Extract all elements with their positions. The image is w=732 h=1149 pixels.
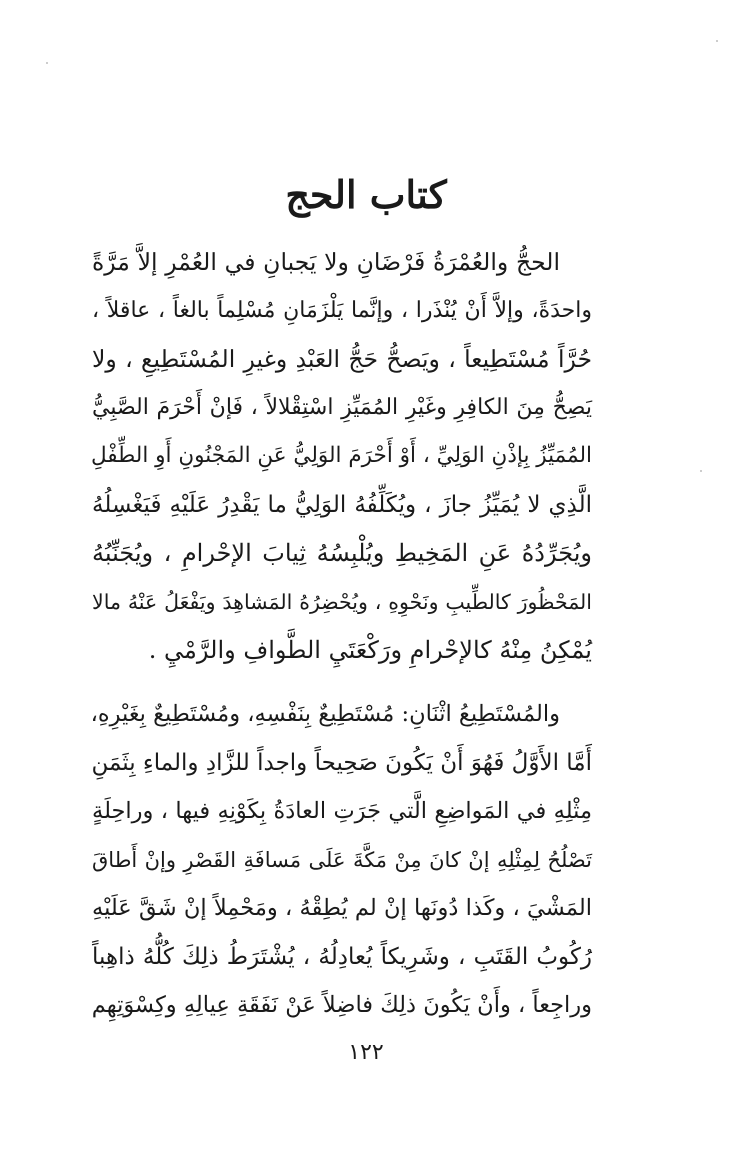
- text-line: المَشْيَ ، وكَذا دُونَها إنْ لم يُطِقْهُ ، ومَحْمِلاً إنْ شَقَّ عَلَيْهِ: [92, 895, 592, 921]
- text-line: وراجِعاً ، وأَنْ يَكُونَ ذلِكَ فاضِلاً عَنْ نَفَقَةِ عِيالِهِ وكِسْوَتِهِم: [91, 992, 592, 1018]
- text-line: حُرَّاً مُسْتَطِيعاً ، ويَصحُّ حَجُّ العَبْدِ وغيرِ المُسْتَطِيعِ ، ولا: [92, 345, 592, 373]
- text-line: الَّذِي لا يُمَيِّزُ جازَ ، ويُكَلِّفُهُ الوَلِيُّ ما يَقْدِرُ عَلَيْهِ فَيَغْسِلُهُ: [92, 491, 592, 518]
- text-line: يُمْكِنُ مِنْهُ كالإحْرامِ ورَكْعَتَيِ الطَّوافِ والرَّمْيِ .: [148, 636, 592, 664]
- page-number: ١٢٢: [348, 1040, 384, 1065]
- text-line: أَمَّا الأَوَّلُ فَهُوَ أَنْ يَكُونَ صَحِيحاً واجداً للزَّادِ والماءِ بِثَمَنِ: [91, 749, 592, 776]
- paper-speck: [716, 40, 718, 42]
- text-line: ويُجَرِّدُهُ عَنِ المَخِيطِ ويُلْبِسُهُ ثِيابَ الإحْرامِ ، ويُجَنِّبُهُ: [92, 539, 592, 567]
- paper-speck: [46, 62, 48, 64]
- text-line: المَحْظُورَ كالطِّيبِ ونَحْوِهِ ، ويُحْضِرُهُ المَشاهِدَ ويَفْعَلُ عَنْهُ مالا: [92, 589, 592, 614]
- text-line: يَصِحُّ مِنَ الكافِرِ وغَيْرِ المُمَيِّزِ اسْتِقْلالاً ، فَإنْ أَحْرَمَ الصَّبِيُّ: [92, 394, 592, 420]
- paragraph-1: [92, 238, 592, 675]
- text-line: الحجُّ والعُمْرَةُ فَرْضَانِ ولا يَجبانِ في العُمْرِ إلاَّ مَرَّةً: [92, 248, 560, 276]
- text-line: رُكُوبُ القَتَبِ ، وشَرِيكاً يُعادِلُهُ ، يُشْتَرَطُ ذلِكَ كُلُّهُ ذاهِباً: [92, 943, 592, 970]
- text-line: مِثْلِهِ في المَواضِعِ الَّتي جَرَتِ العادَةُ بِكَوْنِهِ فيها ، وراحِلَةٍ: [92, 798, 592, 824]
- paper-speck: [700, 470, 702, 472]
- text-line: والمُسْتَطِيعُ اثْنَانِ: مُسْتَطِيعٌ بِنَفْسِهِ، ومُسْتَطِيعٌ بِغَيْرِهِ،: [90, 701, 560, 727]
- text-line: تَصْلُحُ لِمِثْلِهِ إنْ كانَ مِنْ مَكَّةَ عَلَى مَسافَةِ القَصْرِ وإنْ أَطاقَ: [92, 847, 592, 872]
- text-line: واحدَةً، وإلاَّ أَنْ يُنْذَرا ، وإنَّما يَلْزَمَانِ مُسْلِماً بالغاً ، عاقلاً ،: [92, 297, 592, 323]
- chapter-title: كتاب الحج: [285, 172, 447, 217]
- paragraph-2: [92, 690, 592, 1030]
- text-line: المُمَيِّزُ بِإذْنِ الوَلِيِّ ، أَوْ أَحْرَمَ الوَلِيُّ عَنِ المَجْنُونِ أَوِ الطِّفْلِ: [91, 443, 592, 468]
